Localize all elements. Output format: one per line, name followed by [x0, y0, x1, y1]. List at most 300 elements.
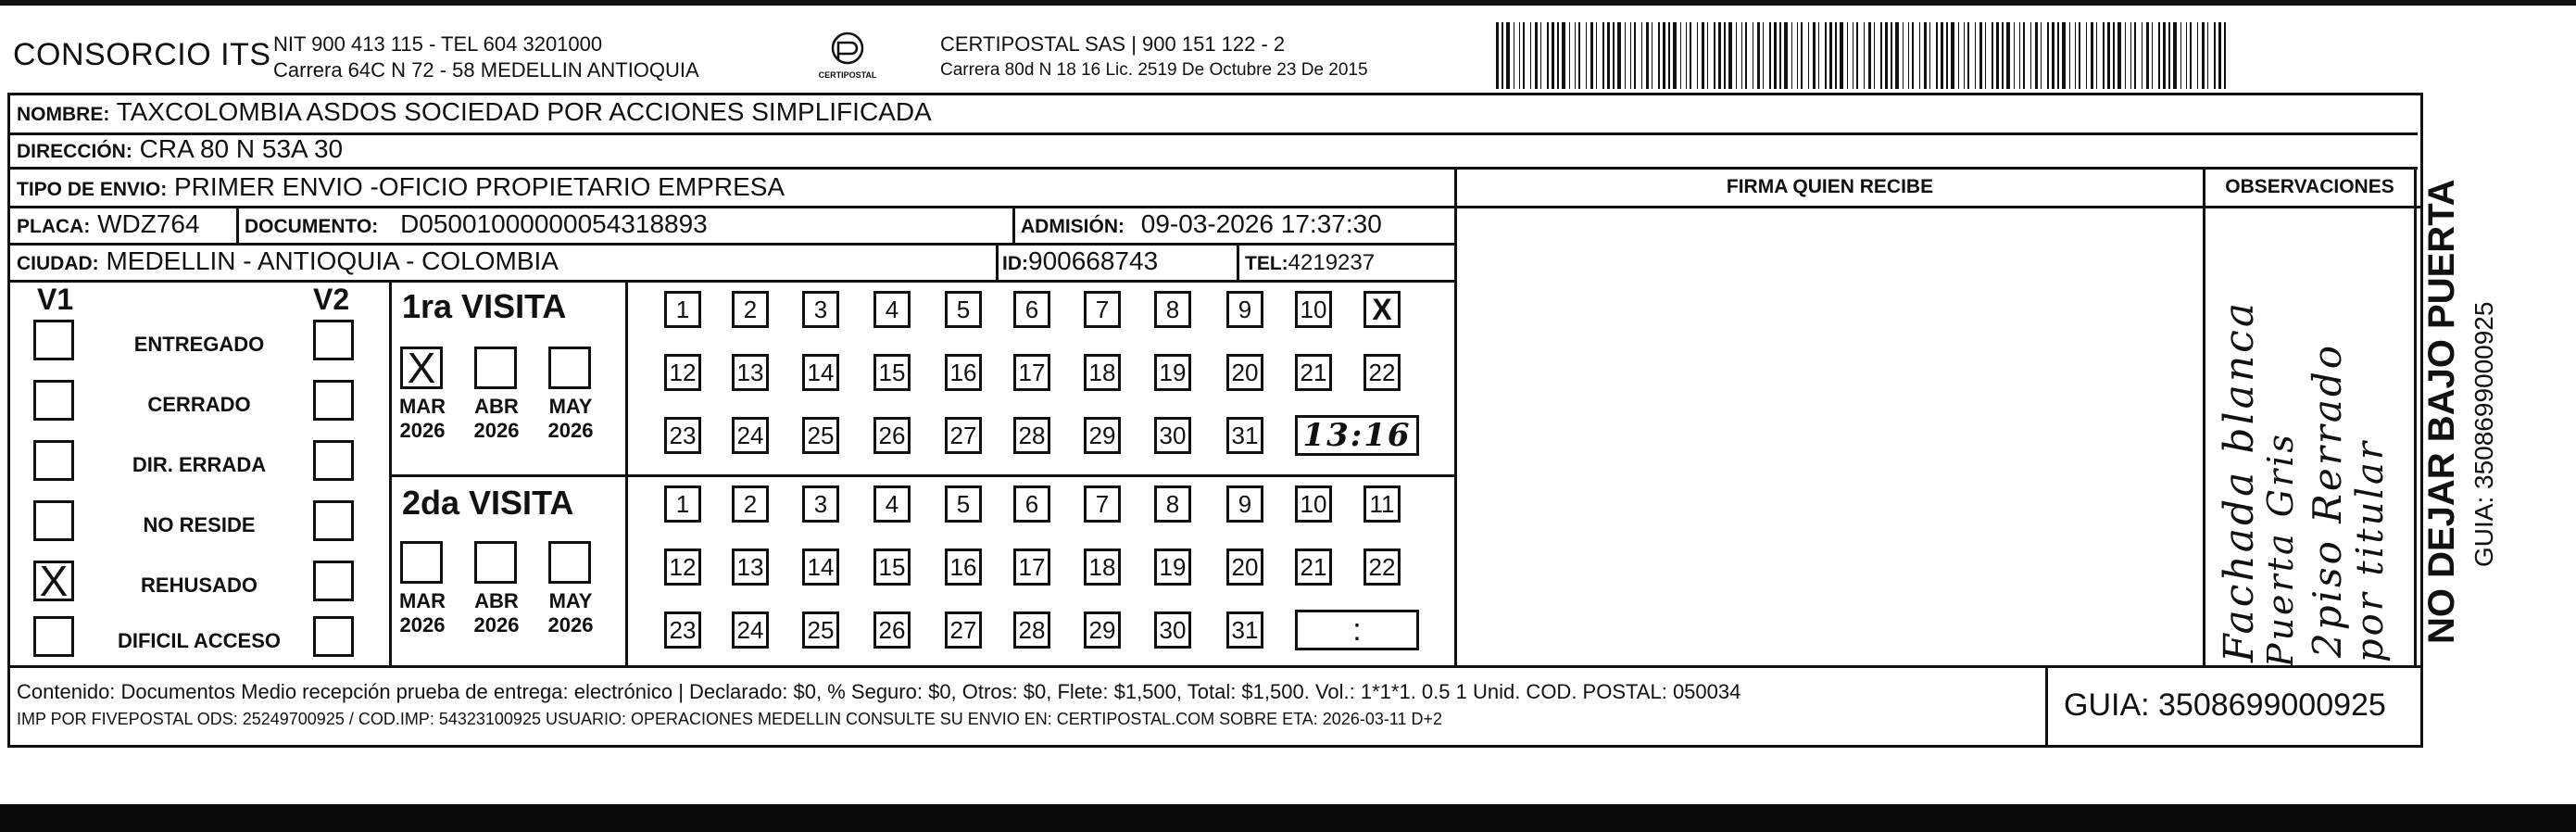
- day-box[interactable]: 25: [802, 611, 839, 649]
- barcode-bar: [1958, 22, 1959, 89]
- month-name: MAR: [398, 395, 446, 418]
- v1-checkbox[interactable]: [33, 616, 74, 657]
- divider: [2045, 665, 2048, 748]
- status-option-label: CERRADO: [147, 393, 251, 416]
- time-box[interactable]: 13:16: [1295, 415, 1419, 456]
- barcode-bar: [1714, 22, 1715, 89]
- month-checkbox[interactable]: [474, 347, 517, 389]
- month-checkbox[interactable]: [474, 541, 517, 584]
- day-box[interactable]: 10: [1295, 291, 1332, 328]
- barcode-bar: [1835, 22, 1837, 89]
- v2-checkbox[interactable]: [313, 561, 354, 601]
- divider: [996, 243, 999, 280]
- id-value: 900668743: [1028, 246, 1159, 275]
- barcode-bar: [1596, 22, 1597, 89]
- day-box[interactable]: 17: [1013, 354, 1050, 391]
- day-box[interactable]: 4: [873, 485, 911, 523]
- barcode-bar: [1707, 22, 1708, 89]
- day-box[interactable]: 27: [945, 611, 982, 649]
- barcode-bar: [1646, 22, 1649, 89]
- month-name: ABR: [474, 589, 519, 612]
- v2-checkbox[interactable]: [313, 380, 354, 421]
- documento-row: [245, 209, 708, 239]
- logo-text: CERTIPOSTAL: [818, 70, 877, 80]
- v2-header: V2: [313, 283, 350, 316]
- footer-print-info: IMP POR FIVEPOSTAL ODS: 25249700925 / COD.IMP: 54323100925 USUARIO: OPERACIONES MEDELLIN CONSULTE SU ENVIO EN: CERTIPOSTAL.COM SOBRE ETA: 2026-03-11 D+2: [17, 710, 1443, 728]
- day-box[interactable]: 28: [1013, 417, 1050, 454]
- barcode-bar: [2096, 22, 2097, 89]
- day-box[interactable]: 30: [1154, 417, 1191, 454]
- barcode-bar: [1697, 22, 1698, 89]
- barcode-bar: [1868, 22, 1871, 89]
- barcode-bar: [1840, 22, 1843, 89]
- company-info: [273, 32, 699, 83]
- month-name: MAY: [548, 395, 593, 418]
- barcode-bar: [2075, 22, 2076, 89]
- month-year: 2026: [473, 613, 520, 637]
- day-box[interactable]: 8: [1154, 291, 1191, 328]
- id-label: ID:: [1002, 253, 1028, 274]
- barcode-bar: [1736, 22, 1737, 89]
- barcode-bar: [1562, 22, 1565, 89]
- barcode-bar: [2079, 22, 2080, 89]
- nit-line: NIT 900 413 115 - TEL 604 3201000: [273, 32, 603, 56]
- month-checkbox[interactable]: [400, 541, 443, 584]
- day-box[interactable]: 2: [732, 291, 769, 328]
- barcode-bar: [2006, 22, 2010, 89]
- tel-label: TEL:: [1245, 253, 1288, 274]
- v1-header: V1: [37, 283, 74, 316]
- day-box[interactable]: 2: [732, 485, 769, 523]
- barcode-bar: [2214, 22, 2216, 89]
- month-name: MAR: [398, 589, 446, 612]
- first-visit-title: 1ra VISITA: [402, 287, 567, 325]
- barcode-bar: [1769, 22, 1771, 89]
- v1-checkbox[interactable]: [33, 320, 74, 360]
- no-dejar-warning: NO DEJAR BAJO PUERTA: [2421, 179, 2462, 644]
- documento-value: D05001000000054318893: [400, 209, 708, 238]
- month-name: MAY: [548, 589, 593, 612]
- barcode-bar: [1540, 22, 1541, 89]
- day-box[interactable]: 5: [945, 485, 982, 523]
- tipo-row: [17, 172, 785, 202]
- barcode-bar: [1936, 22, 1938, 89]
- day-box[interactable]: 6: [1013, 291, 1050, 328]
- barcode-bar: [1813, 22, 1816, 89]
- day-box[interactable]: 29: [1084, 611, 1121, 649]
- day-box[interactable]: 21: [1295, 548, 1332, 586]
- barcode-bar: [1728, 22, 1732, 89]
- status-option-label: DIFICIL ACCESO: [117, 629, 281, 652]
- barcode-bar: [1634, 22, 1636, 89]
- v2-checkbox[interactable]: [313, 616, 354, 657]
- barcode-bar: [2197, 22, 2198, 89]
- divider: [7, 280, 1457, 283]
- barcode-bar: [1924, 22, 1927, 89]
- footer-guia: GUIA: 3508699000925: [2064, 687, 2386, 723]
- barcode-bar: [1797, 22, 1798, 89]
- observation-line-1: Fachada blanca: [2216, 299, 2263, 662]
- barcode-bar: [1686, 22, 1687, 89]
- barcode-bar: [2163, 22, 2166, 89]
- barcode-bar: [1506, 22, 1510, 89]
- barcode-bar: [1825, 22, 1827, 89]
- barcode-bar: [2057, 22, 2059, 89]
- barcode-bar: [1903, 22, 1904, 89]
- divider: [389, 474, 1457, 477]
- barcode-bar: [1613, 22, 1615, 89]
- day-box[interactable]: 7: [1084, 485, 1121, 523]
- day-box[interactable]: 19: [1154, 354, 1191, 391]
- barcode-bar: [2023, 22, 2025, 89]
- v1-checkbox[interactable]: [33, 440, 74, 481]
- v2-checkbox[interactable]: [313, 320, 354, 360]
- barcode-bar: [1985, 22, 1986, 89]
- barcode-bar: [1774, 22, 1777, 89]
- placa-value: WDZ764: [97, 209, 200, 238]
- month-year: 2026: [473, 419, 520, 442]
- barcode-bar: [1941, 22, 1943, 89]
- barcode-bar: [2146, 22, 2149, 89]
- barcode-bar: [1569, 22, 1570, 89]
- placa-row: [17, 209, 200, 239]
- day-box[interactable]: 12: [664, 354, 701, 391]
- day-box[interactable]: 16: [945, 548, 982, 586]
- barcode-bar: [2035, 22, 2038, 89]
- day-box[interactable]: 22: [1363, 354, 1401, 391]
- day-box[interactable]: 24: [732, 611, 769, 649]
- barcode-bar: [1641, 22, 1642, 89]
- barcode-bar: [2041, 22, 2042, 89]
- day-box[interactable]: 3: [802, 485, 839, 523]
- barcode-bar: [1808, 22, 1809, 89]
- barcode-bar: [1552, 22, 1554, 89]
- barcode-bar: [2014, 22, 2015, 89]
- day-box[interactable]: 18: [1084, 548, 1121, 586]
- bottom-border: [0, 804, 2576, 832]
- barcode-bar: [1992, 22, 1993, 89]
- barcode-bar: [1951, 22, 1954, 89]
- barcode-bar: [1996, 22, 1999, 89]
- barcode-bar: [2091, 22, 2093, 89]
- barcode-bar: [1967, 22, 1969, 89]
- day-box[interactable]: 26: [873, 611, 911, 649]
- month-checkbox[interactable]: [548, 541, 591, 584]
- barcode-bar: [1745, 22, 1747, 89]
- barcode-bar: [2103, 22, 2105, 89]
- barcode-bar: [1575, 22, 1576, 89]
- certi-line2: Carrera 80d N 18 16 Lic. 2519 De Octubre 23 De 2015: [940, 60, 1368, 80]
- barcode-bar: [2134, 22, 2136, 89]
- barcode-bar: [2030, 22, 2031, 89]
- month-label: [393, 589, 452, 637]
- barcode-bar: [2224, 22, 2226, 89]
- barcode-bar: [2117, 22, 2121, 89]
- second-visit-title: 2da VISITA: [402, 484, 574, 522]
- divider: [7, 665, 2423, 668]
- barcode-bar: [1673, 22, 1677, 89]
- month-label: [541, 395, 600, 443]
- day-box[interactable]: 25: [802, 417, 839, 454]
- day-box[interactable]: 27: [945, 417, 982, 454]
- company-name: CONSORCIO ITS: [13, 37, 271, 72]
- ciudad-row: [17, 246, 559, 276]
- barcode-bar: [2173, 22, 2177, 89]
- day-box[interactable]: 12: [664, 548, 701, 586]
- divider: [7, 167, 2418, 170]
- day-box[interactable]: 3: [802, 291, 839, 328]
- barcode-bar: [1979, 22, 1982, 89]
- barcode-bar: [1919, 22, 1920, 89]
- barcode-bar: [2168, 22, 2170, 89]
- barcode-bar: [1557, 22, 1559, 89]
- barcode-bar: [1946, 22, 1948, 89]
- side-guia: GUIA: 3508699000925: [2469, 301, 2498, 567]
- id-row: [1002, 246, 1158, 276]
- barcode-bar: [1496, 22, 1499, 89]
- barcode-bar: [1625, 22, 1626, 89]
- divider: [1237, 243, 1239, 280]
- barcode-bar: [2207, 22, 2208, 89]
- status-option-label: NO RESIDE: [143, 513, 256, 536]
- barcode-bar: [1617, 22, 1621, 89]
- day-box[interactable]: 20: [1226, 354, 1263, 391]
- day-box[interactable]: 13: [732, 548, 769, 586]
- status-option-label: DIR. ERRADA: [132, 453, 267, 476]
- barcode-bar: [2158, 22, 2160, 89]
- v1-checkbox[interactable]: [33, 380, 74, 421]
- day-box[interactable]: 24: [732, 417, 769, 454]
- tel-row: [1245, 246, 1375, 276]
- day-box[interactable]: 19: [1154, 548, 1191, 586]
- barcode-bar: [2202, 22, 2205, 89]
- day-box[interactable]: 30: [1154, 611, 1191, 649]
- month-name: ABR: [474, 395, 519, 418]
- barcode-bar: [1874, 22, 1875, 89]
- nombre-label: NOMBRE:: [17, 104, 110, 125]
- barcode-bar: [1757, 22, 1760, 89]
- day-box[interactable]: 22: [1363, 548, 1401, 586]
- day-box[interactable]: 14: [802, 354, 839, 391]
- day-box[interactable]: 23: [664, 417, 701, 454]
- certi-line1: CERTIPOSTAL SAS | 900 151 122 - 2: [940, 32, 1286, 56]
- day-box[interactable]: 1: [664, 485, 701, 523]
- barcode-bar: [1784, 22, 1788, 89]
- month-label: [393, 395, 452, 443]
- day-box[interactable]: 17: [1013, 548, 1050, 586]
- status-option-label: ENTREGADO: [133, 333, 265, 356]
- day-box[interactable]: 9: [1226, 485, 1263, 523]
- barcode-bar: [1578, 22, 1580, 89]
- barcode-bar: [2019, 22, 2020, 89]
- barcode-bar: [1519, 22, 1520, 89]
- observation-line-4: por titular: [2349, 439, 2392, 662]
- barcode: [1496, 22, 2228, 89]
- month-checkbox[interactable]: X: [400, 347, 443, 389]
- month-label: [467, 589, 526, 637]
- direccion-label: DIRECCIÓN:: [17, 141, 132, 162]
- tipo-label: TIPO DE ENVIO:: [17, 179, 168, 200]
- day-box[interactable]: 23: [664, 611, 701, 649]
- barcode-bar: [1864, 22, 1865, 89]
- barcode-bar: [1680, 22, 1681, 89]
- tel-value: 4219237: [1288, 250, 1376, 275]
- barcode-bar: [2107, 22, 2110, 89]
- barcode-bar: [1741, 22, 1742, 89]
- divider: [2414, 167, 2417, 667]
- day-box[interactable]: 11: [1363, 485, 1401, 523]
- day-box[interactable]: 1: [664, 291, 701, 328]
- day-box[interactable]: 16: [945, 354, 982, 391]
- barcode-bar: [1658, 22, 1660, 89]
- divider: [7, 206, 1457, 208]
- firma-header: FIRMA QUIEN RECIBE: [1726, 176, 1934, 197]
- barcode-bar: [1908, 22, 1909, 89]
- barcode-bar: [1856, 22, 1858, 89]
- day-box[interactable]: 20: [1226, 548, 1263, 586]
- divider: [236, 206, 239, 243]
- barcode-bar: [2052, 22, 2055, 89]
- barcode-bar: [1607, 22, 1610, 89]
- day-box[interactable]: 28: [1013, 611, 1050, 649]
- barcode-bar: [2002, 22, 2004, 89]
- v2-checkbox[interactable]: [313, 500, 354, 541]
- admision-label: ADMISIÓN:: [1021, 216, 1125, 237]
- address-line: Carrera 64C N 72 - 58 MEDELLIN ANTIOQUIA: [273, 58, 699, 82]
- barcode-bar: [1847, 22, 1848, 89]
- month-year: 2026: [547, 613, 594, 637]
- admision-value: 09-03-2026 17:37:30: [1140, 209, 1382, 238]
- day-box[interactable]: 21: [1295, 354, 1332, 391]
- barcode-bar: [1602, 22, 1604, 89]
- barcode-bar: [1779, 22, 1781, 89]
- day-box[interactable]: 6: [1013, 485, 1050, 523]
- divider: [1454, 167, 1457, 667]
- day-box[interactable]: X: [1363, 291, 1401, 328]
- top-border: [0, 0, 2576, 6]
- barcode-bar: [1791, 22, 1792, 89]
- admision-row: [1021, 209, 1382, 239]
- barcode-bar: [2218, 22, 2221, 89]
- day-box[interactable]: 10: [1295, 485, 1332, 523]
- barcode-bar: [2086, 22, 2087, 89]
- footer-contents: Contenido: Documentos Medio recepción prueba de entrega: electrónico | Declarado: $0, % Seguro: $0, Otros: $0, Flete: $1,500, Total: $1,500. Vol.: 1*1*1. 0.5 1 Unid. COD. POSTAL: 050034: [17, 680, 1741, 703]
- barcode-bar: [1502, 22, 1503, 89]
- placa-label: PLACA:: [17, 216, 91, 237]
- divider: [7, 132, 2418, 135]
- ciudad-label: CIUDAD:: [17, 253, 99, 274]
- day-box[interactable]: 13: [732, 354, 769, 391]
- barcode-bar: [1964, 22, 1965, 89]
- day-box[interactable]: 18: [1084, 354, 1121, 391]
- barcode-bar: [1763, 22, 1764, 89]
- barcode-bar: [1880, 22, 1882, 89]
- direccion-value: CRA 80 N 53A 30: [139, 134, 344, 163]
- nombre-row: [17, 97, 932, 127]
- day-box[interactable]: 15: [873, 548, 911, 586]
- divider: [625, 280, 628, 665]
- barcode-bar: [1630, 22, 1631, 89]
- barcode-bar: [1702, 22, 1704, 89]
- month-year: 2026: [399, 419, 446, 442]
- ciudad-value: MEDELLIN - ANTIOQUIA - COLOMBIA: [106, 246, 559, 275]
- barcode-bar: [2069, 22, 2070, 89]
- status-option-label: REHUSADO: [141, 574, 258, 597]
- barcode-bar: [1690, 22, 1691, 89]
- barcode-bar: [1829, 22, 1832, 89]
- day-box[interactable]: 7: [1084, 291, 1121, 328]
- barcode-bar: [2062, 22, 2066, 89]
- barcode-bar: [2047, 22, 2049, 89]
- divider: [389, 280, 392, 665]
- barcode-bar: [1895, 22, 1899, 89]
- divider: [1457, 206, 2420, 208]
- time-box[interactable]: :: [1295, 610, 1419, 650]
- day-box[interactable]: 14: [802, 548, 839, 586]
- barcode-bar: [1891, 22, 1892, 89]
- barcode-bar: [1975, 22, 1976, 89]
- day-box[interactable]: 26: [873, 417, 911, 454]
- barcode-bar: [2130, 22, 2131, 89]
- observation-line-3: 2piso Rerrado: [2305, 342, 2350, 658]
- barcode-bar: [1718, 22, 1721, 89]
- barcode-bar: [2113, 22, 2115, 89]
- observaciones-header: OBSERVACIONES: [2225, 176, 2394, 197]
- barcode-bar: [1535, 22, 1538, 89]
- barcode-bar: [1530, 22, 1531, 89]
- day-box[interactable]: 5: [945, 291, 982, 328]
- day-box[interactable]: 31: [1226, 417, 1263, 454]
- observation-line-2: Puerta Gris: [2260, 432, 2301, 667]
- barcode-bar: [1523, 22, 1525, 89]
- day-box[interactable]: 29: [1084, 417, 1121, 454]
- v2-checkbox[interactable]: [313, 440, 354, 481]
- divider: [2203, 167, 2205, 667]
- month-year: 2026: [399, 613, 446, 637]
- barcode-bar: [1801, 22, 1803, 89]
- barcode-bar: [1724, 22, 1726, 89]
- barcode-bar: [1547, 22, 1549, 89]
- barcode-bar: [2180, 22, 2181, 89]
- direccion-row: [17, 134, 343, 164]
- divider: [1012, 206, 1015, 243]
- day-box[interactable]: 9: [1226, 291, 1263, 328]
- certipostal-info: [940, 32, 1368, 83]
- documento-label: DOCUMENTO:: [245, 216, 379, 237]
- v1-checkbox[interactable]: [33, 500, 74, 541]
- barcode-bar: [2152, 22, 2153, 89]
- barcode-bar: [1818, 22, 1819, 89]
- nombre-value: TAXCOLOMBIA ASDOS SOCIEDAD POR ACCIONES SIMPLIFICADA: [116, 97, 932, 126]
- day-box[interactable]: 15: [873, 354, 911, 391]
- barcode-bar: [1912, 22, 1914, 89]
- day-box[interactable]: 4: [873, 291, 911, 328]
- v1-checkbox[interactable]: X: [33, 561, 74, 601]
- barcode-bar: [1663, 22, 1665, 89]
- barcode-bar: [1586, 22, 1587, 89]
- certipostal-logo: [810, 30, 885, 85]
- divider: [7, 243, 1457, 246]
- month-checkbox[interactable]: [548, 347, 591, 389]
- day-box[interactable]: 31: [1226, 611, 1263, 649]
- tipo-value: PRIMER ENVIO -OFICIO PROPIETARIO EMPRESA: [173, 172, 785, 201]
- barcode-bar: [1929, 22, 1930, 89]
- month-label: [467, 395, 526, 443]
- month-year: 2026: [547, 419, 594, 442]
- day-box[interactable]: 8: [1154, 485, 1191, 523]
- month-label: [541, 589, 600, 637]
- barcode-bar: [2186, 22, 2187, 89]
